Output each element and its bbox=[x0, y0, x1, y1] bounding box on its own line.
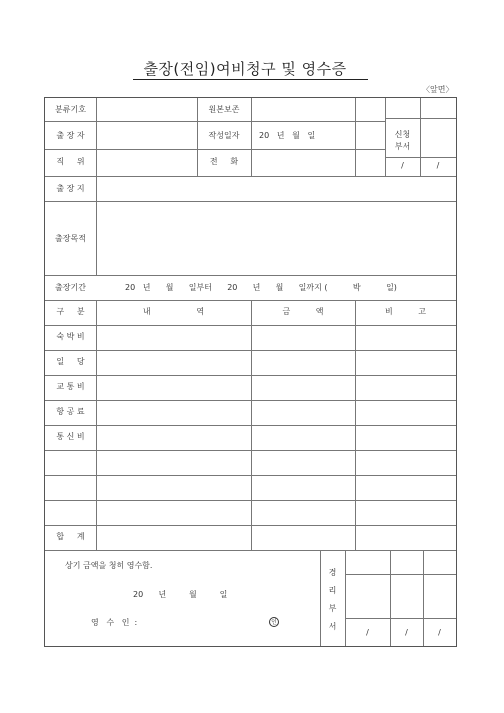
row-label-airfare: 항 공 료 bbox=[56, 407, 85, 416]
accounting-dept-char-2: 리 bbox=[328, 586, 337, 595]
traveler-label: 출 장 자 bbox=[56, 131, 85, 140]
retention-field[interactable] bbox=[252, 99, 354, 120]
position-label: 직 위 bbox=[56, 157, 85, 166]
accounting-slash-1: / bbox=[366, 628, 369, 637]
phone-field[interactable] bbox=[252, 150, 354, 175]
col-header-amount: 금 액 bbox=[282, 307, 324, 316]
classification-label: 분류기호 bbox=[55, 105, 86, 114]
accounting-dept-char-1: 경 bbox=[328, 568, 337, 577]
applicant-dept-label: 신청 부서 bbox=[394, 130, 411, 151]
recipient-field[interactable] bbox=[155, 614, 265, 630]
traveler-field[interactable] bbox=[97, 122, 196, 148]
col-divider bbox=[355, 300, 356, 550]
row-label-transportation: 교 통 비 bbox=[56, 382, 85, 391]
recipient-label: 영 수 인 : bbox=[91, 618, 138, 627]
accounting-dept-char-3: 부 bbox=[328, 604, 337, 613]
row-label-total: 합 계 bbox=[56, 532, 85, 541]
created-date-label: 작성일자 bbox=[208, 131, 240, 140]
created-date-value[interactable]: 20 년 월 일 bbox=[259, 131, 316, 140]
col-divider bbox=[355, 98, 356, 176]
form-title: 출장(전임)여비청구 및 영수증 bbox=[143, 60, 347, 78]
page-side-label: 〈앞면〉 bbox=[422, 85, 454, 94]
col-divider bbox=[251, 300, 252, 550]
trip-purpose-field[interactable] bbox=[97, 202, 455, 274]
row-label-daily-allowance: 일 당 bbox=[56, 357, 85, 366]
title-underline bbox=[133, 79, 368, 80]
row-divider bbox=[345, 618, 456, 619]
col-divider bbox=[96, 300, 97, 550]
phone-label: 전 화 bbox=[209, 157, 239, 166]
expense-claim-form bbox=[44, 97, 457, 647]
classification-field[interactable] bbox=[97, 99, 196, 120]
receipt-statement: 상기 금액을 청히 영수함. bbox=[65, 561, 153, 570]
trip-place-label: 출 장 지 bbox=[56, 184, 85, 193]
receipt-date[interactable]: 20 년 월 일 bbox=[133, 590, 228, 599]
trip-purpose-label: 출장목적 bbox=[55, 234, 86, 243]
row-divider bbox=[45, 275, 456, 276]
trip-place-field[interactable] bbox=[97, 177, 455, 200]
position-field[interactable] bbox=[97, 150, 196, 175]
accounting-slash-2: / bbox=[405, 628, 408, 637]
trip-period-label: 출장기간 bbox=[55, 283, 86, 292]
col-header-category: 구 분 bbox=[56, 307, 85, 316]
seal-mark: 인 bbox=[269, 617, 279, 627]
col-header-remarks: 비 고 bbox=[385, 307, 426, 316]
row-label-communication: 통 신 비 bbox=[56, 432, 85, 441]
accounting-slash-3: / bbox=[438, 628, 441, 637]
col-header-details: 내 역 bbox=[142, 307, 205, 316]
retention-label: 원본보존 bbox=[208, 105, 240, 114]
row-label-lodging: 숙 박 비 bbox=[56, 332, 85, 341]
accounting-dept-char-4: 서 bbox=[328, 622, 337, 631]
row-divider bbox=[45, 550, 456, 551]
approval-slash-1: / bbox=[401, 161, 404, 170]
approval-slash-2: / bbox=[436, 161, 440, 170]
trip-period-value[interactable]: 20 년 월 일부터 20 년 월 일까지 ( 박 일) bbox=[125, 283, 397, 292]
row-divider bbox=[345, 574, 456, 575]
